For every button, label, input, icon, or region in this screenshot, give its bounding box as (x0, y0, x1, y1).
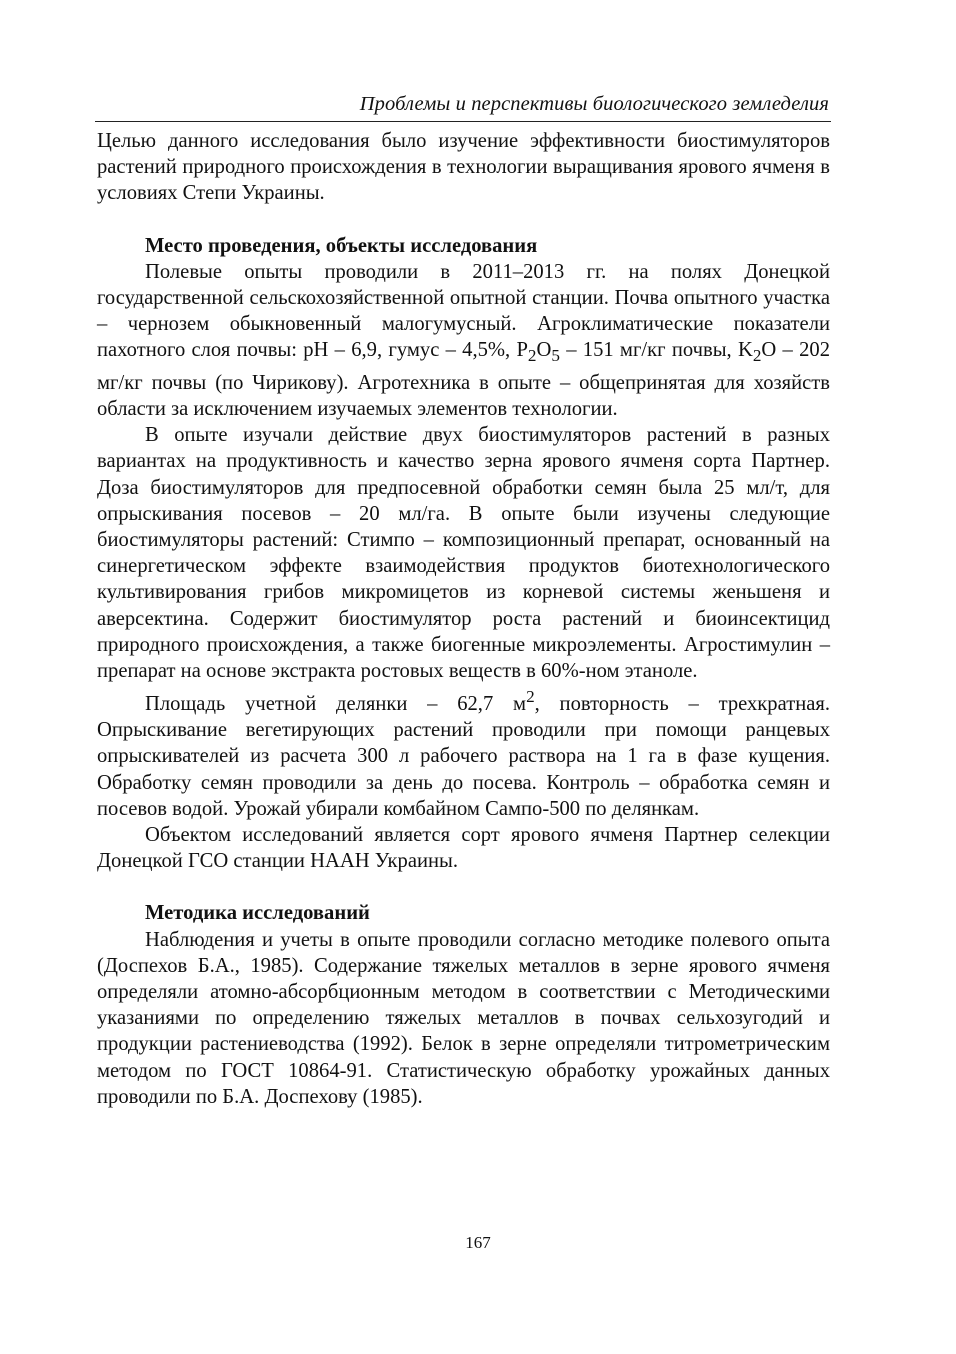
page-header (95, 91, 831, 122)
paragraph-research-object: Объектом исследований является сорт ярового ячменя Партнер селекции Донецкой ГСО станции НААН Украины. (97, 824, 830, 873)
page-number: 167 (465, 1233, 491, 1252)
paragraph-methods: Наблюдения и учеты в опыте проводили согласно методике полевого опыта (Доспехов Б.А., 1985). Содержание тяжелых металлов в зерне ярового ячменя определяли атомно-абсорбционным методом в соответствии с Методическими указаниями по определению тяжелых металлов в почвах сельхозугодий и продукции растениеводства (1992). Белок в зерне определяли титрометрическим методом по ГОСТ 10864-91. Статистическую обработку урожайных данных проводили по Б.А. Доспехову (1985). (97, 928, 830, 1108)
paragraph-biostimulators: В опыте изучали действие двух биостимуляторов растений в разных вариантах на продуктивность и качество зерна ярового ячменя сорта Партнер. Доза биостимуляторов для предпосевной обработки семян была 25 мл/т, для опрыскивания посевов – 20 мл/га. В опыте были изучены следующие биостимуляторы растений: Стимпо – композиционный препарат, основанный на синергетическом эффекте взаимодействия продуктов биотехнологического культивирования грибов микромицетов из корневой системы женьшеня и аверсектина. Содержит биостимулятор роста растений и биоинсектицид природного происхождения, а также биогенные микроэлементы. Агростимулин – препарат на основе экстракта ростовых веществ в 60%-ном этаноле. (97, 424, 830, 682)
section-heading-location: Место проведения, объекты исследования (145, 234, 538, 257)
intro-paragraph: Целью данного исследования было изучение эффективности биостимуляторов растений природного происхождения в технологии выращивания ярового ячменя в условиях Степи Украины. (97, 130, 830, 205)
running-title: Проблемы и перспективы биологического земледелия (359, 93, 829, 115)
paragraph-field-trials: Полевые опыты проводили в 2011–2013 гг. на полях Донецкой государственной сельскохозяйственной опытной станции. Почва опытного участка – чернозем обыкновенный малогумусный. Агроклиматические показатели пахотного слоя почвы: pH – 6,9, гумус – 4,5%, $P_2O_5 - 151$ мг/кг почвы, $K_2O - 202$ мг/кг почвы (по Чирикову). Агротехника в опыте – общепринятая для хозяйств области за исключением изучаемых элементов технологии. (97, 260, 830, 420)
article-body (97, 128, 830, 1110)
section-heading-methods: Методика исследований (145, 902, 370, 925)
paragraph-plot-area: Площадь учетной делянки – 62,7 $м^2$, повторность – трехкратная. Опрыскивание вегетирующих растений проводили при помощи ранцевых опрыскивателей из расчета 300 л рабочего раствора на 1 га в фазе кущения. Обработку семян проводили за день до посева. Контроль – обработка семян и посевов водой. Урожай убирали комбайном Сампо-500 по делянкам. (97, 687, 830, 820)
